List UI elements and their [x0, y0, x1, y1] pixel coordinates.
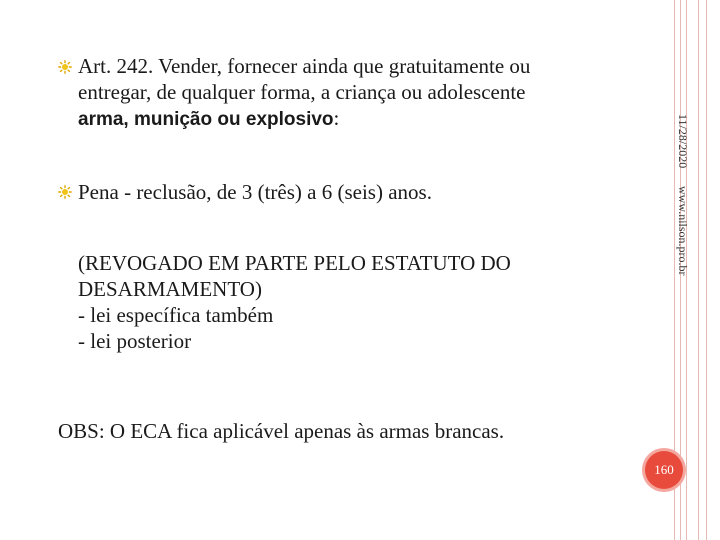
- revoked-line-3: - lei específica também: [78, 303, 274, 327]
- sun-bullet-icon: [58, 185, 72, 199]
- revoked-line-1: (REVOGADO EM PARTE PELO ESTATUTO DO: [78, 251, 511, 275]
- sun-bullet-icon: [58, 60, 72, 74]
- revoked-line-4: - lei posterior: [78, 329, 192, 353]
- article-colon: :: [333, 106, 340, 130]
- article-242-text: [78, 53, 618, 133]
- page-number-badge: 160: [645, 451, 683, 489]
- article-bold-text: arma, munição ou explosivo: [78, 109, 334, 130]
- penalty-text: Pena - reclusão, de 3 (três) a 6 (seis) anos.: [78, 180, 432, 204]
- slide-date: 11/28/2020: [676, 114, 690, 169]
- obs-text: OBS: O ECA fica aplicável apenas às armas brancas.: [58, 419, 505, 443]
- article-line-2: entregar, de qualquer forma, a criança ou adolescente: [78, 80, 526, 104]
- revoked-note: [78, 250, 618, 354]
- revoked-line-2: DESARMAMENTO): [78, 277, 262, 301]
- frame-line: [698, 0, 699, 540]
- article-line-1: Art. 242. Vender, fornecer ainda que gratuitamente ou: [78, 54, 531, 78]
- article-line-3: [78, 105, 618, 133]
- website-footer: www.nilson.pro.br: [676, 186, 690, 276]
- frame-line: [706, 0, 707, 540]
